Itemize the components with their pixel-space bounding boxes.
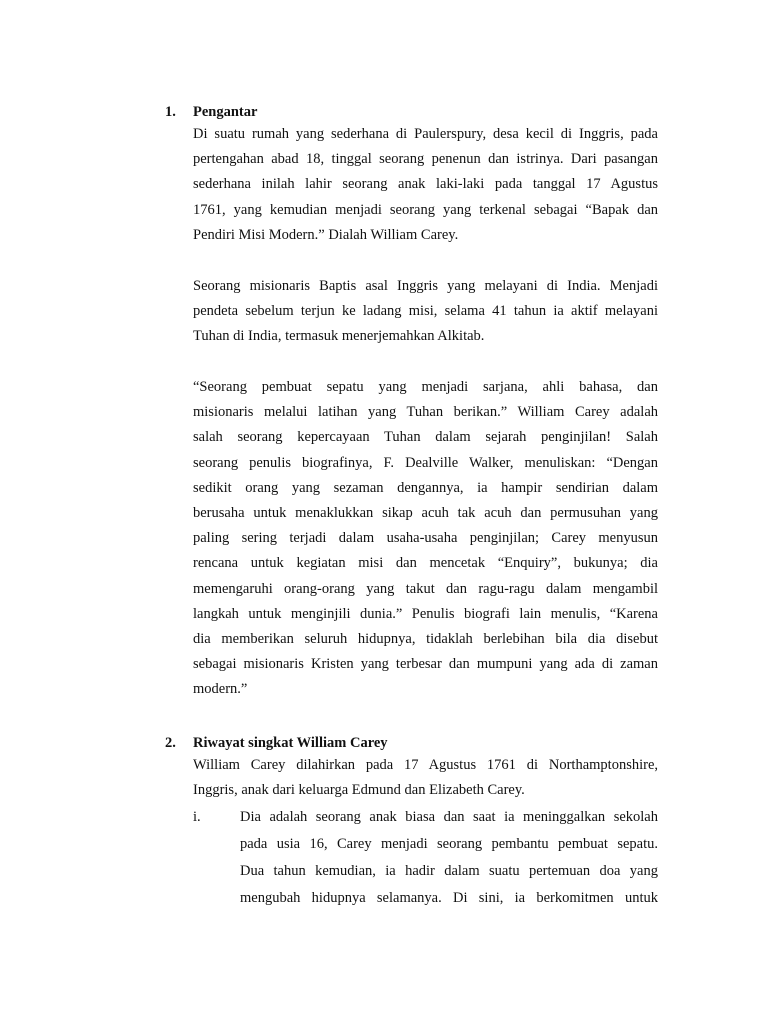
paragraph-line: memengaruhi orang-orang yang takut dan ragu-ragu dalam mengambil bbox=[193, 580, 658, 597]
paragraph-line: sebagai misionaris Kristen yang terbesar dan mumpuni yang ada di zaman bbox=[193, 656, 658, 673]
sub-item-marker: i. bbox=[193, 809, 201, 825]
paragraph-line: pertengahan abad 18, tinggal seorang penenun dan istrinya. Dari pasangan bbox=[193, 151, 658, 168]
paragraph-line: 1761, yang kemudian menjadi seorang yang terkenal sebagai “Bapak dan bbox=[193, 201, 658, 218]
paragraph-line: Dua tahun kemudian, ia hadir dalam suatu pertemuan doa yang bbox=[240, 863, 658, 879]
paragraph-line: Pendiri Misi Modern.” Dialah William Carey. bbox=[193, 226, 459, 243]
paragraph-line: mengubah hidupnya selamanya. Di sini, ia berkomitmen untuk bbox=[240, 890, 658, 906]
paragraph-line: Inggris, anak dari keluarga Edmund dan Elizabeth Carey. bbox=[193, 782, 525, 799]
paragraph-line: langkah untuk menginjili dunia.” Penulis biografi lain menulis, “Karena bbox=[193, 605, 658, 622]
paragraph-line: salah seorang kepercayaan Tuhan dalam sejarah penginjilan! Salah bbox=[193, 429, 658, 446]
section-1-number: 1. bbox=[165, 104, 176, 120]
sub-item-text bbox=[240, 804, 658, 912]
paragraph-1 bbox=[193, 122, 658, 248]
paragraph-line: sederhana inilah lahir seorang anak laki-laki pada tanggal 17 Agustus bbox=[193, 176, 658, 193]
paragraph-line: modern.” bbox=[193, 681, 248, 698]
paragraph-2 bbox=[193, 274, 658, 350]
section-2-number: 2. bbox=[165, 735, 176, 751]
paragraph-line: rencana untuk kegiatan misi dan mencetak “Enquiry”, bukunya; dia bbox=[193, 555, 658, 572]
paragraph-line: Di suatu rumah yang sederhana di Paulerspury, desa kecil di Inggris, pada bbox=[193, 126, 658, 142]
paragraph-line: William Carey dilahirkan pada 17 Agustus 1761 di Northamptonshire, bbox=[193, 757, 658, 773]
section-1-title: Pengantar bbox=[193, 104, 258, 120]
paragraph-line: pada usia 16, Carey menjadi seorang pembantu pembuat sepatu. bbox=[240, 836, 658, 852]
paragraph-line: pendeta sebelum terjun ke ladang misi, selama 41 tahun ia aktif melayani bbox=[193, 303, 658, 320]
paragraph-line: berusaha untuk menaklukkan sikap acuh tak acuh dan permusuhan yang bbox=[193, 504, 658, 521]
paragraph-line: Seorang misionaris Baptis asal Inggris yang melayani di India. Menjadi bbox=[193, 278, 658, 294]
section-2-intro bbox=[193, 753, 658, 803]
paragraph-3 bbox=[193, 375, 658, 702]
section-2-title: Riwayat singkat William Carey bbox=[193, 735, 388, 751]
section-2-heading bbox=[165, 734, 388, 752]
paragraph-line: Dia adalah seorang anak biasa dan saat ia meninggalkan sekolah bbox=[240, 809, 658, 825]
paragraph-line: misionaris melalui latihan yang Tuhan berikan.” William Carey adalah bbox=[193, 404, 658, 421]
paragraph-line: paling sering terjadi dalam usaha-usaha penginjilan; Carey menyusun bbox=[193, 530, 658, 547]
paragraph-line: Tuhan di India, termasuk menerjemahkan Alkitab. bbox=[193, 328, 485, 345]
paragraph-line: sedikit orang yang sezaman dengannya, ia hampir sendirian dalam bbox=[193, 479, 658, 496]
paragraph-line: seorang penulis biografinya, F. Dealville Walker, menuliskan: “Dengan bbox=[193, 454, 658, 471]
section-1-heading bbox=[165, 103, 257, 121]
paragraph-line: “Seorang pembuat sepatu yang menjadi sarjana, ahli bahasa, dan bbox=[193, 379, 658, 395]
paragraph-line: dia memberikan seluruh hidupnya, tidaklah berlebihan bila dia disebut bbox=[193, 630, 658, 647]
